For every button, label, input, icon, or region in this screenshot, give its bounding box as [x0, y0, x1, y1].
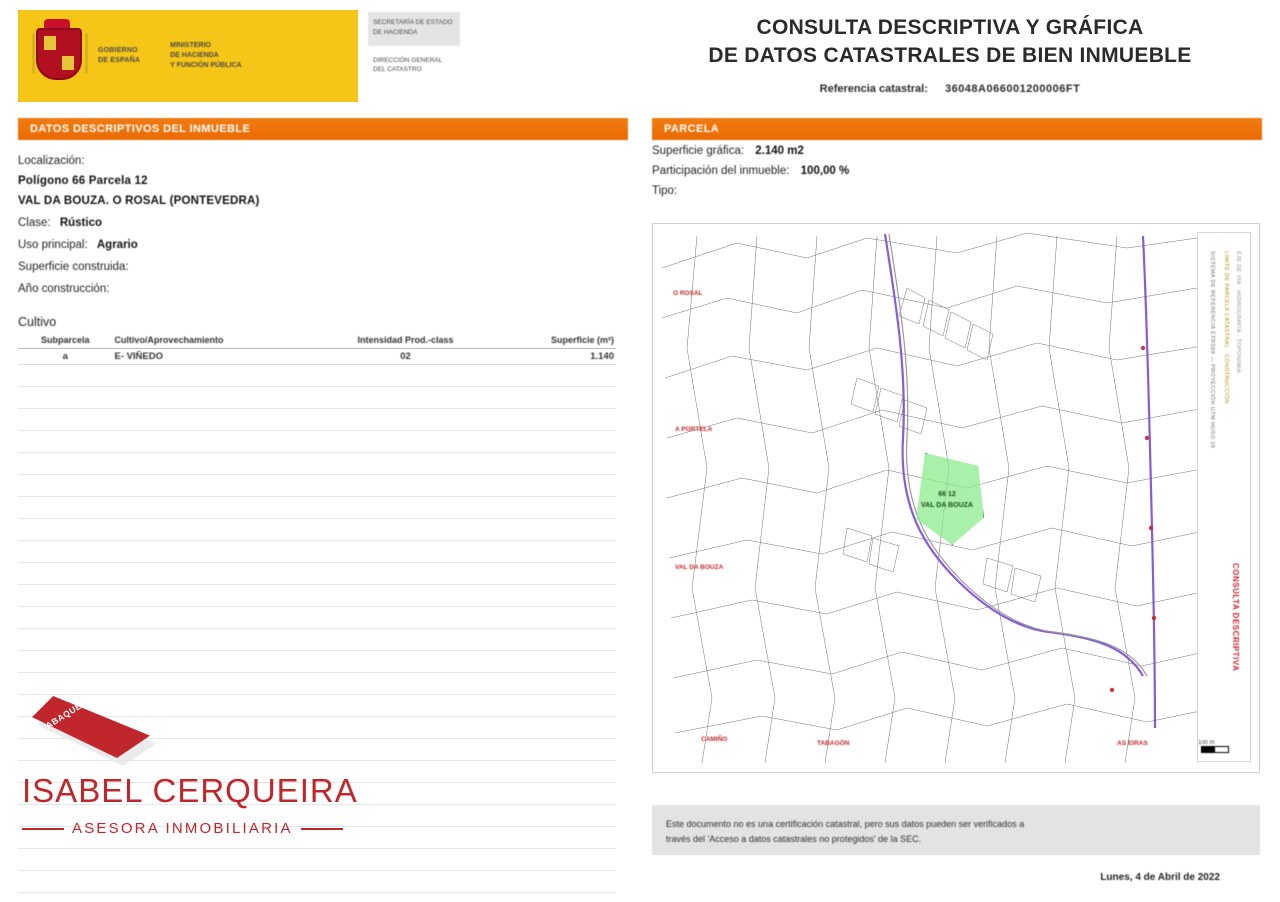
government-logo-block — [18, 10, 358, 102]
catastro-bottom-label: DIRECCIÓN GENERAL DEL CATASTRO — [373, 56, 443, 74]
cabaqueira-logo-icon — [22, 690, 152, 768]
cell-empty — [495, 761, 616, 783]
cell-empty — [495, 585, 616, 607]
scale-value: 100 m — [1198, 739, 1215, 746]
parcel-label-line-1: 66 12 — [938, 491, 956, 498]
reference-label: Referencia catastral: — [819, 82, 928, 95]
document-title — [640, 14, 1260, 95]
cell-empty — [495, 563, 616, 585]
cell-empty — [112, 519, 315, 541]
cell-empty — [495, 387, 616, 409]
footer-date: Lunes, 4 de Abril de 2022 — [1100, 872, 1220, 883]
cell-empty — [495, 849, 616, 871]
cell-subparcela: a — [18, 349, 112, 365]
right-panel — [652, 145, 1264, 205]
section-header-parcela — [652, 118, 1262, 140]
logo-mark-text: CABAQUEIRA — [38, 691, 98, 735]
cell-empty — [18, 519, 112, 541]
localizacion-label: Localización: — [18, 155, 85, 167]
rule-left-icon — [22, 828, 64, 830]
cell-empty — [316, 563, 496, 585]
clase-value: Rústico — [59, 217, 102, 229]
cell-empty — [316, 849, 496, 871]
cadastral-map[interactable] — [652, 223, 1260, 773]
table-row-empty — [18, 365, 616, 387]
ministry-line-3: Y FUNCIÓN PÚBLICA — [170, 62, 242, 70]
title-line-1: CONSULTA DESCRIPTIVA Y GRÁFICA — [756, 16, 1144, 39]
section-title-left: DATOS DESCRIPTIVOS DEL INMUEBLE — [30, 123, 251, 135]
cadastral-reference — [640, 83, 1260, 95]
reference-value: 36048A066001200006FT — [944, 82, 1081, 95]
legend-column-1: SISTEMA DE REFERENCIA ETRS89 — PROYECCIÓN UTM HUSO 29 — [1208, 251, 1215, 449]
cell-empty — [18, 541, 112, 563]
cell-cultivo: E- VIÑEDO — [112, 349, 315, 365]
map-red-label-5: AS EIRAS — [1117, 740, 1148, 747]
table-row-empty — [18, 519, 616, 541]
col-cultivo: Cultivo/Aprovechamiento — [112, 333, 315, 349]
table-row-empty — [18, 585, 616, 607]
disclaimer-box — [652, 805, 1260, 855]
participacion-label: Participación del inmueble: — [652, 165, 790, 177]
uso-label: Uso principal: — [18, 239, 88, 251]
cell-empty — [316, 409, 496, 431]
legend-column-2: LÍMITE DE PARCELA CATASTRAL · CONSTRUCCIÓN — [1222, 251, 1229, 404]
cell-empty — [495, 541, 616, 563]
cell-empty — [112, 651, 315, 673]
section-title-right: PARCELA — [664, 123, 720, 135]
cell-empty — [316, 365, 496, 387]
title-line-2: DE DATOS CATASTRALES DE BIEN INMUEBLE — [708, 44, 1192, 68]
cell-empty — [18, 871, 112, 893]
cell-empty — [316, 519, 496, 541]
cell-empty — [316, 475, 496, 497]
table-row-empty — [18, 849, 616, 871]
tipo-label: Tipo: — [652, 185, 678, 197]
cell-empty — [18, 409, 112, 431]
cell-empty — [112, 497, 315, 519]
cell-empty — [112, 453, 315, 475]
cell-empty — [495, 453, 616, 475]
cell-empty — [18, 497, 112, 519]
table-row-empty — [18, 563, 616, 585]
cell-empty — [495, 827, 616, 849]
cell-empty — [18, 431, 112, 453]
parcel-label — [915, 490, 979, 511]
cell-empty — [112, 541, 315, 563]
table-row-empty — [18, 409, 616, 431]
cell-intensidad: 02 — [316, 349, 496, 365]
cell-empty — [495, 651, 616, 673]
localizacion-line-1: Polígono 66 Parcela 12 — [18, 175, 148, 187]
cell-empty — [495, 365, 616, 387]
tipo-row — [652, 185, 1264, 197]
anio-construccion-label: Año construcción: — [18, 283, 110, 295]
cultivo-header-row — [18, 333, 616, 349]
cell-empty — [18, 651, 112, 673]
participacion-value: 100,00 % — [800, 165, 850, 177]
cell-empty — [316, 453, 496, 475]
cell-empty — [112, 475, 315, 497]
table-row-empty — [18, 607, 616, 629]
cell-empty — [18, 585, 112, 607]
cell-empty — [495, 409, 616, 431]
cell-empty — [112, 365, 315, 387]
spain-coat-of-arms-icon — [30, 19, 84, 93]
agent-brand-block — [22, 690, 442, 837]
gov-line-2: DE ESPAÑA — [98, 57, 141, 64]
cultivo-table-head — [18, 333, 616, 349]
table-row-empty — [18, 431, 616, 453]
catastro-top-label: SECRETARÍA DE ESTADO DE HACIENDA — [368, 12, 460, 46]
clase-row — [18, 217, 628, 229]
map-red-label-3: CAMIÑO — [701, 736, 728, 743]
cell-empty — [495, 519, 616, 541]
cell-empty — [495, 805, 616, 827]
cell-empty — [316, 607, 496, 629]
cell-empty — [495, 739, 616, 761]
agent-subtitle: ASESORA INMOBILIARIA — [72, 820, 293, 837]
cell-empty — [112, 387, 315, 409]
cell-empty — [495, 673, 616, 695]
cell-empty — [495, 497, 616, 519]
cell-empty — [495, 629, 616, 651]
cell-empty — [18, 453, 112, 475]
superficie-construida-label: Superficie construida: — [18, 261, 129, 273]
ministry-line-1: MINISTERIO — [170, 41, 211, 49]
cell-empty — [316, 871, 496, 893]
cell-empty — [112, 607, 315, 629]
superficie-construida-row — [18, 261, 628, 273]
cell-empty — [18, 849, 112, 871]
table-row-empty — [18, 871, 616, 893]
clase-label: Clase: — [18, 217, 51, 229]
map-legend — [1197, 232, 1251, 762]
cell-empty — [18, 387, 112, 409]
cell-empty — [495, 783, 616, 805]
uso-value: Agrario — [96, 239, 138, 251]
cell-empty — [18, 607, 112, 629]
ministry-line-2: DE HACIENDA — [170, 51, 219, 59]
catastro-agency-block — [368, 12, 460, 92]
col-superficie: Superficie (m²) — [495, 333, 616, 349]
cell-empty — [316, 651, 496, 673]
cell-empty — [112, 585, 315, 607]
cell-superficie: 1.140 — [495, 349, 616, 365]
cell-empty — [112, 629, 315, 651]
cell-empty — [316, 431, 496, 453]
disclaimer-line-1: Este documento no es una certificación catastral, pero sus datos pueden ser verificados a — [666, 819, 1025, 829]
table-row-empty — [18, 629, 616, 651]
localizacion-line-2: VAL DA BOUZA. O ROSAL (PONTEVEDRA) — [18, 195, 260, 207]
agent-name: ISABEL CERQUEIRA — [22, 772, 358, 809]
table-row-empty — [18, 387, 616, 409]
superficie-grafica-value: 2.140 m2 — [755, 145, 804, 157]
map-scale-bar — [1198, 740, 1244, 753]
cell-empty — [316, 585, 496, 607]
scale-bar-icon — [1201, 746, 1229, 753]
table-row-empty — [18, 541, 616, 563]
table-row-empty — [18, 475, 616, 497]
cell-empty — [495, 607, 616, 629]
cell-empty — [316, 629, 496, 651]
cell-empty — [112, 849, 315, 871]
participacion-row — [652, 165, 1264, 177]
cell-empty — [495, 431, 616, 453]
parcel-label-line-2: VAL DA BOUZA — [921, 501, 973, 509]
map-canvas[interactable] — [657, 228, 1255, 768]
anio-construccion-row — [18, 283, 628, 295]
map-red-label-0: O ROSAL — [673, 290, 703, 297]
rule-right-icon — [301, 828, 343, 830]
col-intensidad: Intensidad Prod.-class — [316, 333, 496, 349]
legend-red-text: CONSULTA DESCRIPTIVA — [1231, 563, 1240, 672]
cell-empty — [495, 871, 616, 893]
legend-column-3: EJE DE VÍA · HIDROGRAFÍA · TOPONIMIA — [1234, 251, 1241, 374]
cell-empty — [112, 431, 315, 453]
map-red-label-2: VAL DA BOUZA — [675, 564, 724, 571]
agent-subtitle-row — [22, 820, 442, 837]
table-row — [18, 349, 616, 365]
cell-empty — [18, 365, 112, 387]
table-row-empty — [18, 453, 616, 475]
ministry-label — [170, 41, 241, 71]
col-subparcela: Subparcela — [18, 333, 112, 349]
uso-row — [18, 239, 628, 251]
cell-empty — [316, 497, 496, 519]
map-red-label-4: TABAGÓN — [817, 740, 850, 747]
gov-line-1: GOBIERNO — [98, 46, 138, 54]
cell-empty — [495, 695, 616, 717]
table-row-empty — [18, 651, 616, 673]
government-label — [98, 46, 140, 66]
superficie-grafica-label: Superficie gráfica: — [652, 145, 745, 157]
cell-empty — [112, 563, 315, 585]
map-red-label-1: A PORTELA — [675, 426, 713, 433]
cultivo-heading: Cultivo — [18, 315, 57, 329]
superficie-grafica-row — [652, 145, 1264, 157]
table-row-empty — [18, 497, 616, 519]
cell-empty — [316, 387, 496, 409]
cell-empty — [18, 629, 112, 651]
cell-empty — [495, 717, 616, 739]
cell-empty — [18, 563, 112, 585]
cell-empty — [495, 475, 616, 497]
disclaimer-line-2: través del 'Acceso a datos catastrales no protegidos' de la SEC. — [666, 834, 922, 845]
cell-empty — [112, 409, 315, 431]
cell-empty — [18, 475, 112, 497]
cell-empty — [112, 871, 315, 893]
cell-empty — [316, 541, 496, 563]
section-header-datos-descriptivos — [18, 118, 628, 140]
